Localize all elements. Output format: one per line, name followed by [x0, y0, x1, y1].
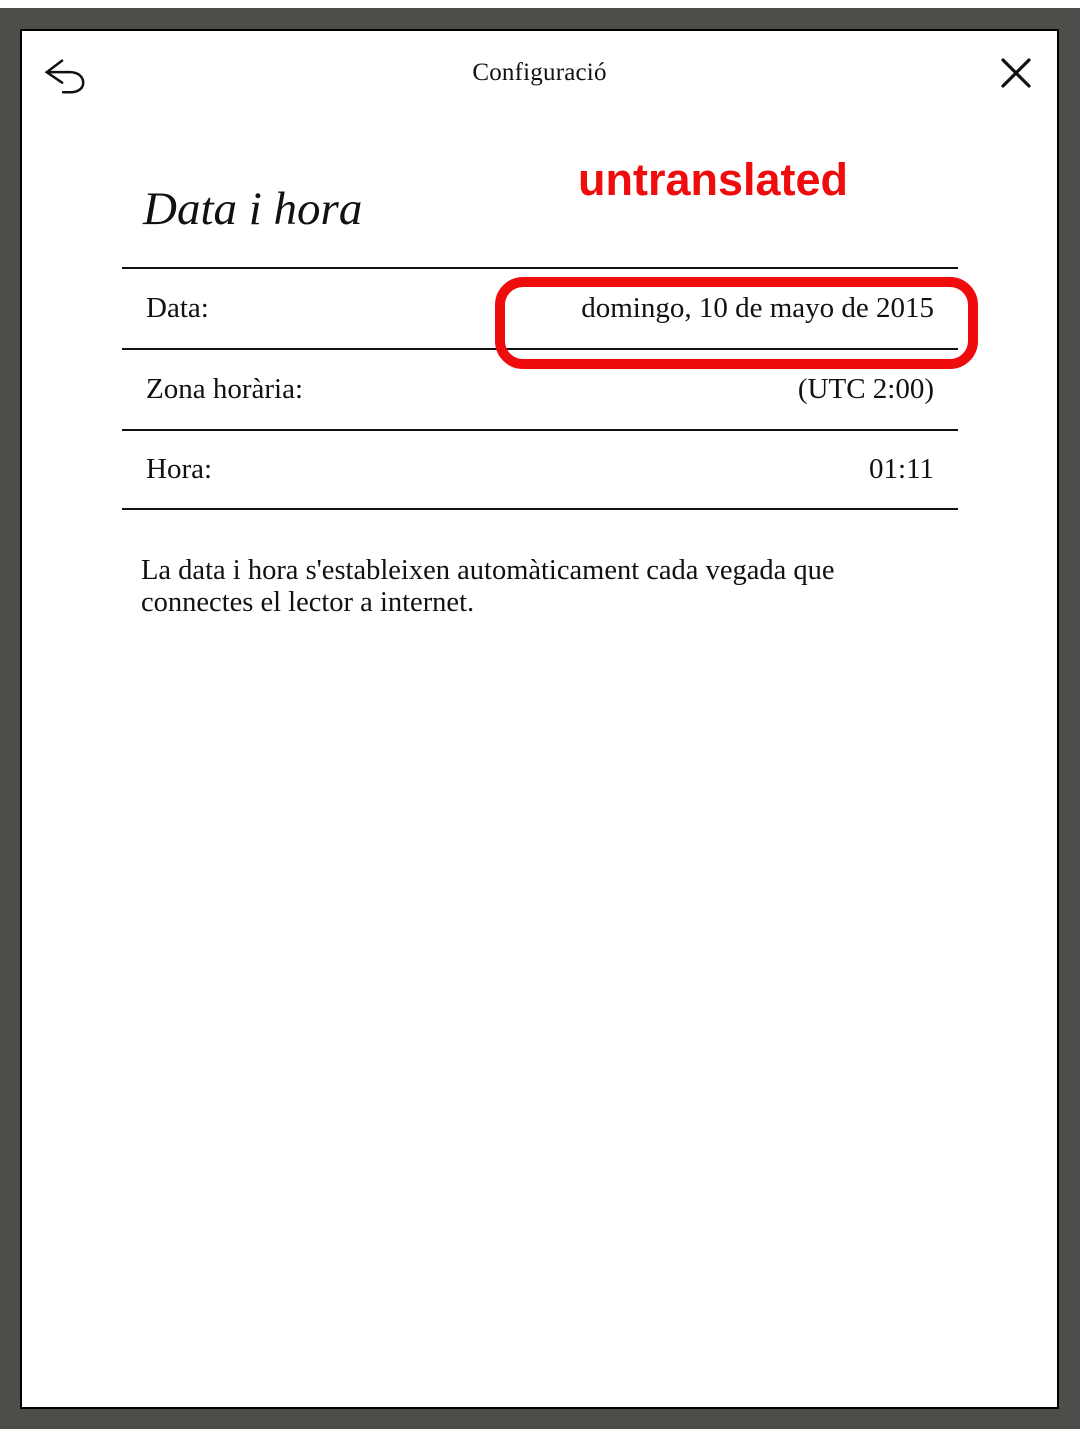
date-label: Data:: [146, 292, 209, 324]
time-row[interactable]: [122, 429, 958, 510]
page-title: Configuració: [472, 59, 607, 86]
timezone-value: (UTC 2:00): [797, 373, 934, 405]
timezone-row[interactable]: [122, 348, 958, 429]
auto-set-note: La data i hora s'estableixen automàticament cada vegada que connectes el lector a internet.: [141, 555, 835, 619]
close-button[interactable]: [998, 55, 1034, 91]
close-icon: [1000, 57, 1032, 89]
date-row[interactable]: [122, 267, 958, 348]
section-title: Data i hora: [143, 183, 363, 235]
device-frame: [0, 8, 1080, 1429]
date-value: domingo, 10 de mayo de 2015: [581, 292, 934, 324]
untranslated-annotation: untranslated: [578, 154, 849, 205]
time-label: Hora:: [146, 453, 213, 485]
time-value: 01:11: [869, 453, 934, 485]
timezone-label: Zona horària:: [146, 373, 304, 405]
settings-panel: [20, 29, 1059, 1409]
date-time-settings-table: [122, 267, 958, 510]
